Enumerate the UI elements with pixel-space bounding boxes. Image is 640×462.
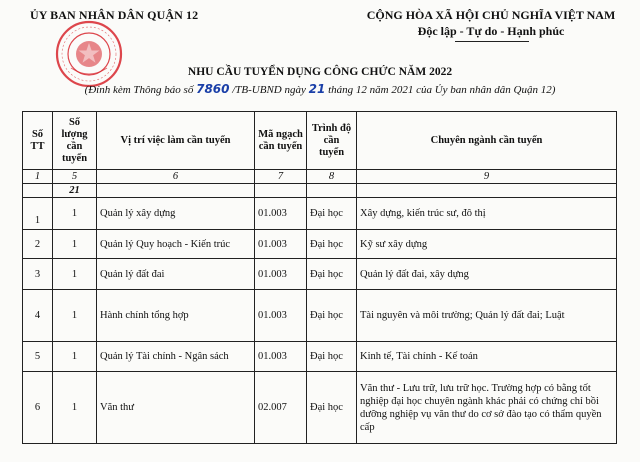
- total-empty: [357, 184, 617, 198]
- total-empty: [97, 184, 255, 198]
- row-grade-code: 01.003: [255, 198, 307, 230]
- row-stt: 6: [23, 372, 53, 444]
- row-stt: 3: [23, 259, 53, 290]
- subtitle-middle: /TB-UBND ngày: [232, 84, 306, 96]
- row-level: Đại học: [307, 259, 357, 290]
- row-quantity: 1: [53, 198, 97, 230]
- row-level: Đại học: [307, 342, 357, 372]
- colnum-1: 1: [23, 170, 53, 184]
- row-grade-code: 02.007: [255, 372, 307, 444]
- row-position: Quản lý đất đai: [97, 259, 255, 290]
- table-row: [23, 290, 617, 342]
- subtitle-prefix: (Đính kèm Thông báo số: [84, 84, 194, 96]
- total-empty: [307, 184, 357, 198]
- row-stt: 5: [23, 342, 53, 372]
- row-major: Kỹ sư xây dựng: [357, 230, 617, 259]
- header-major: Chuyên ngành cần tuyển: [357, 112, 617, 170]
- row-level: Đại học: [307, 372, 357, 444]
- row-position: Quản lý xây dựng: [97, 198, 255, 230]
- total-empty: [23, 184, 53, 198]
- row-quantity: 1: [53, 230, 97, 259]
- agency-name: ỦY BAN NHÂN DÂN QUẬN 12: [30, 8, 199, 22]
- colnum-8: 8: [307, 170, 357, 184]
- table-header-row: [23, 112, 617, 170]
- table-row: [23, 372, 617, 444]
- row-quantity: 1: [53, 290, 97, 342]
- row-major: Xây dựng, kiến trúc sư, đô thị: [357, 198, 617, 230]
- subtitle-suffix: tháng 12 năm 2021 của Ủy ban nhân dân Quận 12): [328, 84, 556, 96]
- row-grade-code: 01.003: [255, 259, 307, 290]
- row-stt: 2: [23, 230, 53, 259]
- row-level: Đại học: [307, 230, 357, 259]
- motto-underline: [455, 41, 529, 42]
- total-empty: [255, 184, 307, 198]
- row-stt: 4: [23, 290, 53, 342]
- total-row: [23, 184, 617, 198]
- recruitment-table: [22, 111, 617, 444]
- table-row: [23, 259, 617, 290]
- row-grade-code: 01.003: [255, 342, 307, 372]
- row-major: Văn thư - Lưu trữ, lưu trữ học. Trường hợp có bằng tốt nghiệp đại học chuyên ngành khác phải có chứng chỉ bồi dưỡng nghiệp vụ văn thư do cơ sở đào tạo có thẩm quyền cấp: [357, 372, 617, 444]
- row-position: Hành chính tổng hợp: [97, 290, 255, 342]
- colnum-7: 7: [255, 170, 307, 184]
- handwritten-day: 21: [308, 82, 326, 96]
- header-level: Trình độ cần tuyển: [307, 112, 357, 170]
- document-title: NHU CẦU TUYỂN DỤNG CÔNG CHỨC NĂM 2022: [187, 66, 453, 78]
- handwritten-notice-number: 7860: [196, 82, 230, 96]
- row-quantity: 1: [53, 372, 97, 444]
- row-stt: 1: [23, 198, 53, 230]
- colnum-5: 5: [53, 170, 97, 184]
- row-quantity: 1: [53, 259, 97, 290]
- row-major: Quản lý đất đai, xây dựng: [357, 259, 617, 290]
- row-major: Kinh tế, Tài chính - Kế toán: [357, 342, 617, 372]
- header-stt: Số TT: [23, 112, 53, 170]
- table-row: [23, 198, 617, 230]
- colnum-9: 9: [357, 170, 617, 184]
- row-level: Đại học: [307, 290, 357, 342]
- table-row: [23, 342, 617, 372]
- national-motto: Độc lập - Tự do - Hạnh phúc: [417, 24, 565, 38]
- row-level: Đại học: [307, 198, 357, 230]
- column-number-row: [23, 170, 617, 184]
- table-row: [23, 230, 617, 259]
- row-quantity: 1: [53, 342, 97, 372]
- republic-name: CỘNG HÒA XÃ HỘI CHỦ NGHĨA VIỆT NAM: [366, 8, 616, 22]
- row-grade-code: 01.003: [255, 290, 307, 342]
- header-grade-code: Mã ngạch cần tuyển: [255, 112, 307, 170]
- colnum-6: 6: [97, 170, 255, 184]
- row-position: Quản lý Quy hoạch - Kiến trúc: [97, 230, 255, 259]
- row-major: Tài nguyên và môi trường; Quản lý đất đai; Luật: [357, 290, 617, 342]
- header-quantity: Số lượng cần tuyển: [53, 112, 97, 170]
- row-grade-code: 01.003: [255, 230, 307, 259]
- row-position: Văn thư: [97, 372, 255, 444]
- row-position: Quản lý Tài chính - Ngân sách: [97, 342, 255, 372]
- header-position: Vị trí việc làm cần tuyển: [97, 112, 255, 170]
- total-quantity: 21: [53, 184, 97, 198]
- document-subtitle: [0, 82, 640, 96]
